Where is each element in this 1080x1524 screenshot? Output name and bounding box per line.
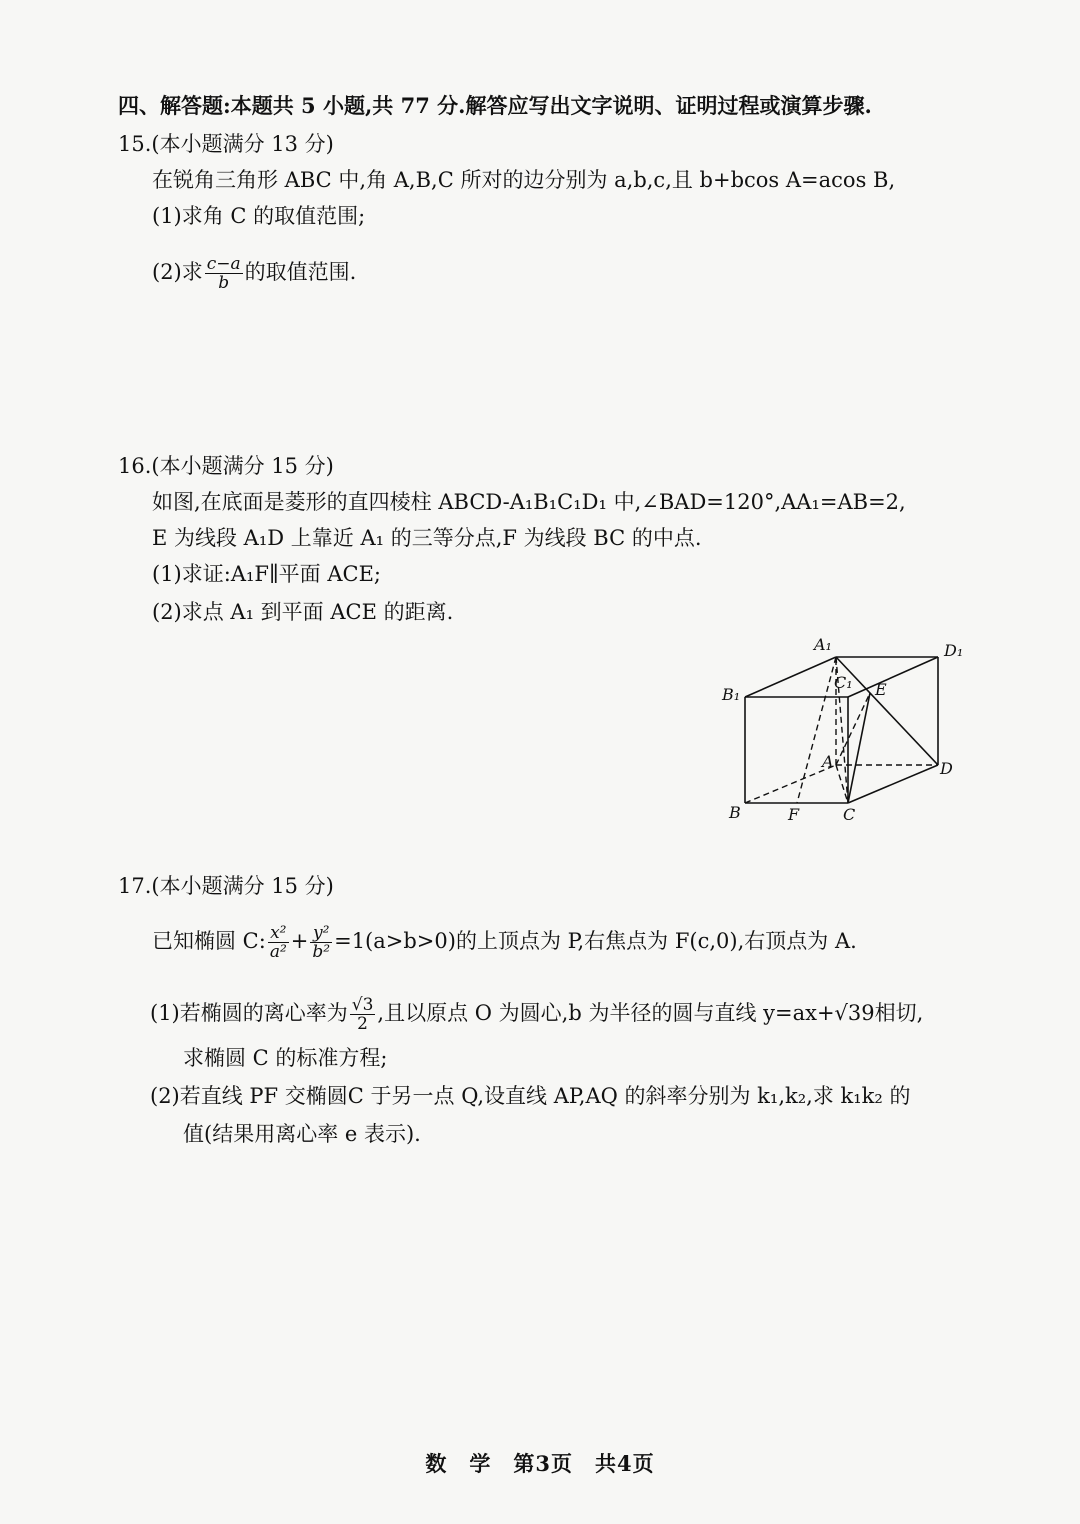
q15-title: 15.(本小题满分 13 分) xyxy=(118,132,334,156)
q17-frac-y-num: y² xyxy=(310,924,332,943)
q15-part2-prefix: (2)求 xyxy=(152,260,203,284)
q17-title: 17.(本小题满分 15 分) xyxy=(118,874,334,898)
q17-part1-sqrt: √39 xyxy=(834,1001,875,1025)
q17-part1-line2: 求椭圆 C 的标准方程; xyxy=(183,1046,388,1070)
q17-part2-line2: 值(结果用离心率 e 表示). xyxy=(183,1122,421,1146)
q17-part2-line1: (2)若直线 PF 交椭圆C 于另一点 Q,设直线 AP,AQ 的斜率分别为 k₁,k₂,求 k₁k₂ 的 xyxy=(150,1084,911,1108)
q17-frac-y-den: b² xyxy=(312,942,331,962)
q15-stem: 在锐角三角形 ABC 中,角 A,B,C 所对的边分别为 a,b,c,且 b+bcos A=acos B, xyxy=(152,168,896,192)
q17-stem-prefix: 已知椭圆 C: xyxy=(152,929,266,953)
q17-part1-frac-num: √3 xyxy=(351,995,374,1015)
q16-stem-line1: 如图,在底面是菱形的直四棱柱 ABCD-A₁B₁C₁D₁ 中,∠BAD=120°,AA₁=AB=2, xyxy=(152,490,906,514)
label-c: C xyxy=(843,805,856,824)
hidden-segment-a-c xyxy=(836,765,848,803)
page-footer: 数 学 第3页 共4页 xyxy=(425,1451,655,1476)
label-b: B xyxy=(729,803,741,822)
q17-part1-mid: ,且以原点 O 为圆心,b 为半径的圆与直线 y=ax+ xyxy=(377,1001,835,1025)
q17-plus: + xyxy=(290,929,309,953)
segment-e-c xyxy=(848,693,870,803)
q16-stem-line2: E 为线段 A₁D 上靠近 A₁ 的三等分点,F 为线段 BC 的中点. xyxy=(152,526,702,550)
q17-part1-suffix: 相切, xyxy=(874,1001,924,1025)
q16-title: 16.(本小题满分 15 分) xyxy=(118,454,334,478)
q15-part2-denominator: b xyxy=(218,273,230,293)
hidden-segment-a-e xyxy=(836,693,870,765)
edge-b1-a1 xyxy=(745,657,836,697)
q16-part1: (1)求证:A₁F∥平面 ACE; xyxy=(152,562,381,586)
q17-part1-frac-den: 2 xyxy=(357,1014,368,1034)
q17-frac-x xyxy=(268,924,289,961)
q17-frac-x-num: x² xyxy=(268,924,289,943)
label-f: F xyxy=(788,805,800,824)
q15-part2-suffix: 的取值范围. xyxy=(244,260,357,284)
hidden-segment-a1-f xyxy=(797,657,836,803)
section-header: 四、解答题:本题共 5 小题,共 77 分.解答应写出文字说明、证明过程或演算步骤. xyxy=(118,93,872,118)
q17-part1 xyxy=(150,996,923,1033)
label-e: E xyxy=(875,680,887,699)
q15-part1: (1)求角 C 的取值范围; xyxy=(152,204,366,228)
label-a: A xyxy=(822,752,834,771)
label-c1: C₁ xyxy=(834,673,853,692)
q17-part1-fraction xyxy=(350,996,376,1033)
edge-d1-c1 xyxy=(848,657,938,697)
q17-frac-y xyxy=(310,924,332,961)
q17-part1-prefix: (1)若椭圆的离心率为 xyxy=(150,1001,348,1025)
label-d1: D₁ xyxy=(944,641,964,660)
label-a1: A₁ xyxy=(814,635,832,654)
label-b1: B₁ xyxy=(722,685,741,704)
q17-stem-suffix: =1(a>b>0)的上顶点为 P,右焦点为 F(c,0),右顶点为 A. xyxy=(334,929,857,953)
q17-stem xyxy=(152,924,857,961)
q15-part2-numerator: c−a xyxy=(206,254,241,274)
q16-part2: (2)求点 A₁ 到平面 ACE 的距离. xyxy=(152,600,454,624)
label-d: D xyxy=(940,759,953,778)
edge-c-d xyxy=(848,765,938,803)
q17-frac-x-den: a² xyxy=(269,942,287,962)
